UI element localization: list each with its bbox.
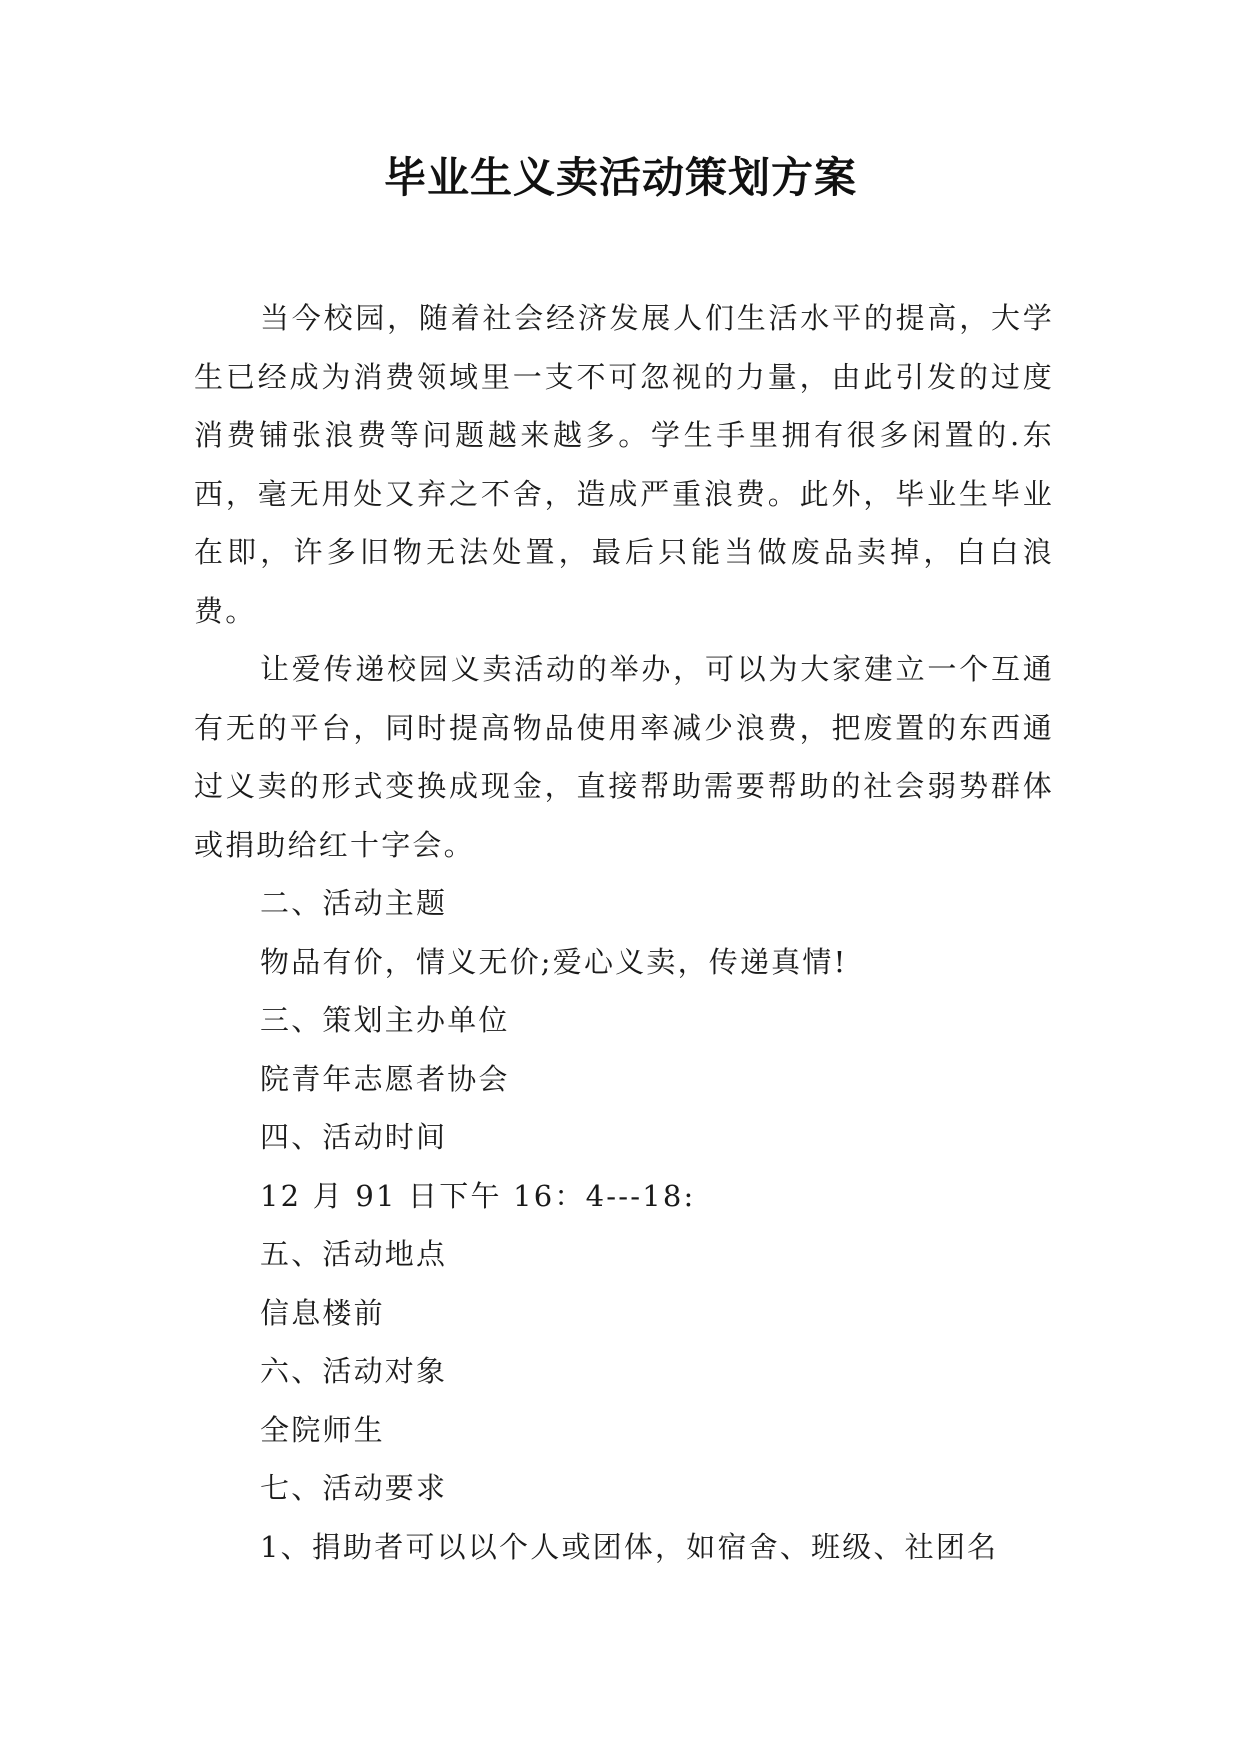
- section-heading-location: 五、活动地点: [260, 1237, 448, 1271]
- intro-paragraph: 当今校园，随着社会经济发展人们生活水平的提高，大学生已经成为消费领域里一支不可忽视的力量，由此引发的过度消费铺张浪费等问题越来越多。学生手里拥有很多闲置的.东西，毫无用处又弃之不舍，造成严重浪费。此外，毕业生毕业在即，许多旧物无法处置，最后只能当做废品卖掉，白白浪费。: [194, 301, 1054, 628]
- purpose-paragraph: 让爱传递校园义卖活动的举办，可以为大家建立一个互通有无的平台，同时提高物品使用率减少浪费，把废置的东西通过义卖的形式变换成现金，直接帮助需要帮助的社会弱势群体或捐助给红十字会。: [194, 652, 1054, 862]
- section-heading-theme: 二、活动主题: [260, 886, 448, 920]
- section-heading-requirements: 七、活动要求: [260, 1471, 448, 1505]
- section-heading-organizer: 三、策划主办单位: [260, 1003, 510, 1037]
- organizer-text: 院青年志愿者协会: [260, 1061, 510, 1096]
- document-body: [194, 289, 1054, 1576]
- location-text: 信息楼前: [260, 1295, 385, 1330]
- time-text: 12 月 91 日下午 16：4---18:: [260, 1178, 696, 1213]
- section-heading-time: 四、活动时间: [260, 1120, 448, 1154]
- audience-text: 全院师生: [260, 1412, 385, 1447]
- requirement-item-1: 1、捐助者可以以个人或团体，如宿舍、班级、社团名: [260, 1529, 999, 1564]
- section-heading-audience: 六、活动对象: [260, 1354, 448, 1388]
- theme-text: 物品有价，情义无价;爱心义卖，传递真情!: [260, 944, 848, 979]
- document-title: 毕业生义卖活动策划方案: [383, 153, 857, 202]
